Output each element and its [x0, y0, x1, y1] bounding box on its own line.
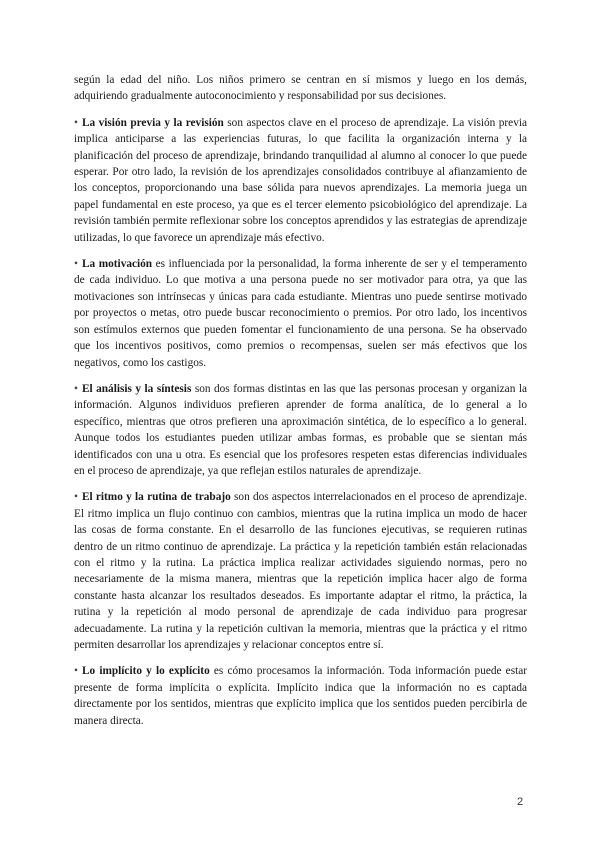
bullet-icon: • — [74, 116, 78, 129]
section-text: es cómo procesamos la información. Toda información puede estar presente de forma implícita o explícita. Implícito indica que la información no es captada directamente por los sentidos, mientras que explícito implica que los sentidos pueden percibirla de manera directa. — [74, 665, 528, 727]
section-term: Lo implícito y lo explícito — [81, 665, 210, 678]
bullet-icon: • — [74, 491, 78, 504]
bullet-icon: • — [74, 382, 78, 395]
section-term: La visión previa y la revisión — [81, 116, 224, 129]
section-paragraph-vision-revision — [74, 115, 527, 246]
section-term: El análisis y la síntesis — [81, 382, 192, 395]
section-text: son aspectos clave en el proceso de aprendizaje. La visión previa implica anticiparse a las experiencias futuras, lo que facilita la organización interna y la planificación del proceso de aprendizaje, brindando tranquilidad al alumno al conocer lo que puede esperar. Por otro lado, la revisión de los aprendizajes consolidados contribuye al afianzamiento de los conceptos, proporcionando una base sólida para nuevos aprendizajes. La memoria juega un papel fundamental en este proceso, ya que es el tercer elemento psicobiológico del aprendizaje. La revisión también permite reflexionar sobre los conceptos aprendidos y las estrategias de aprendizaje utilizadas, lo que favorece un aprendizaje más efectivo. — [74, 116, 527, 244]
section-term: La motivación — [81, 258, 153, 271]
bullet-icon: • — [74, 258, 78, 271]
section-text: son dos aspectos interrelacionados en el proceso de aprendizaje. El ritmo implica un flujo continuo con cambios, mientras que la rutina implica un modo de hacer las cosas de forma constante. En el desarrollo de las funciones ejecutivas, se requieren rutinas dentro de un ritmo continuo de aprendizaje. La práctica y la repetición también están relacionadas con el ritmo y la rutina. La práctica implica realizar actividades siguiendo normas, pero no necesariamente de la misma manera, mientras que la repetición implica hacer algo de forma constante hasta alcanzar los resultados deseados. Es importante adaptar el ritmo, la práctica, la rutina y la repetición al modo personal de aprendizaje de cada individuo para progresar adecuadamente. La rutina y la repetición cultivan la memoria, mientras que la práctica y el ritmo permiten desarrollar los aprendizajes y relacionar conceptos entre sí. — [74, 491, 527, 651]
section-text: son dos formas distintas en las que las personas procesan y organizan la información. Algunos individuos prefieren aprender de forma analítica, de lo general a lo específico, mientras que otros prefieren una aproximación sintética, de lo específico a lo general. Aunque todos los estudiantes pueden utilizar ambas formas, es probable que se sientan más identificados con una u otra. Es esencial que los profesores respeten estas diferencias individuales en el proceso de aprendizaje, ya que reflejan estilos naturales de aprendizaje. — [74, 382, 527, 477]
document-body — [74, 72, 527, 739]
section-paragraph-implicito-explicito — [74, 663, 527, 729]
page-number: 2 — [517, 796, 524, 808]
section-paragraph-analisis-sintesis — [74, 381, 527, 479]
bullet-icon: • — [74, 665, 78, 678]
intro-paragraph: según la edad del niño. Los niños primero se centran en sí mismos y luego en los demás, adquiriendo gradualmente autoconocimiento y responsabilidad por sus decisiones. — [74, 74, 527, 103]
section-text: es influenciada por la personalidad, la forma inherente de ser y el temperamento de cada individuo. Lo que motiva a una persona puede no ser motivador para otra, ya que las motivaciones son intrínsecas y únicas para cada estudiante. Mientras uno puede sentirse motivado por proyectos o metas, otro puede buscar reconocimiento o premios. Por otro lado, los incentivos son estímulos externos que pueden fomentar el funcionamiento de una persona. Se ha observado que los incentivos positivos, como premios o recompensas, suelen ser más efectivos que los negativos, como los castigos. — [74, 258, 527, 369]
section-paragraph-ritmo-rutina — [74, 489, 527, 653]
section-term: El ritmo y la rutina de trabajo — [81, 491, 231, 504]
section-paragraph-motivacion — [74, 256, 527, 371]
